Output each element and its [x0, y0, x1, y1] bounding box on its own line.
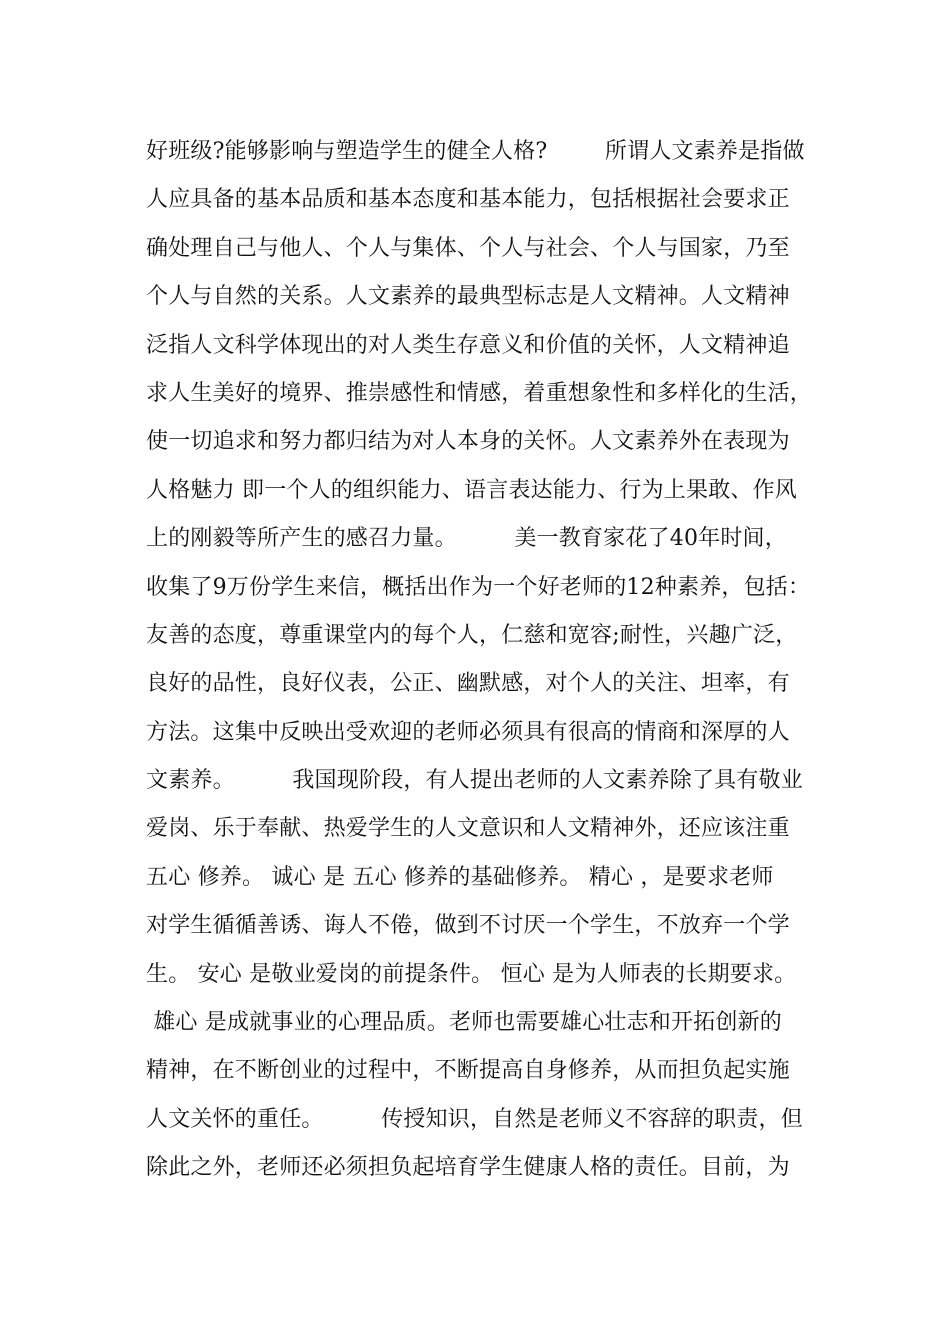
body-text: [146, 132, 836, 1197]
text-line: 文素养。 我国现阶段，有人提出老师的人文素养除了具有敬业: [146, 768, 803, 794]
text-line: 上的刚毅等所产生的感召力量。 美一教育家花了40年时间，: [146, 526, 787, 552]
text-line: 友善的态度，尊重课堂内的每个人，仁慈和宽容;耐性，兴趣广泛，: [146, 622, 798, 648]
text-line: 人文关怀的重任。 传授知识，自然是老师义不容辞的职责，但: [146, 1106, 803, 1132]
text-line: 人应具备的基本品质和基本态度和基本能力，包括根据社会要求正: [146, 187, 790, 213]
text-line: 确处理自己与他人、个人与集体、个人与社会、个人与国家，乃至: [146, 235, 790, 261]
text-line: 使一切追求和努力都归结为对人本身的关怀。人文素养外在表现为: [146, 429, 790, 455]
text-line: 爱岗、乐于奉献、热爱学生的人文意识和人文精神外，还应该注重: [146, 816, 790, 842]
text-line: 五心 修养。 诚心 是 五心 修养的基础修养。 精心 ，是要求老师: [146, 864, 774, 890]
text-line: 雄心 是成就事业的心理品质。老师也需要雄心壮志和开拓创新的: [146, 1010, 782, 1036]
text-line: 方法。这集中反映出受欢迎的老师必须具有很高的情商和深厚的人: [146, 719, 790, 745]
text-line: 除此之外，老师还必须担负起培育学生健康人格的责任。目前，为: [146, 1155, 790, 1181]
text-line: 个人与自然的关系。人文素养的最典型标志是人文精神。人文精神: [146, 284, 790, 310]
text-line: 良好的品性，良好仪表，公正、幽默感，对个人的关注、坦率，有: [146, 671, 790, 697]
text-line: 对学生循循善诱、诲人不倦，做到不讨厌一个学生，不放弃一个学: [146, 913, 790, 939]
text-line: 求人生美好的境界、推崇感性和情感，着重想象性和多样化的生活，: [146, 380, 813, 406]
text-line: 泛指人文科学体现出的对人类生存意义和价值的关怀，人文精神追: [146, 332, 790, 358]
text-line: 人格魅力 即一个人的组织能力、语言表达能力、行为上果敢、作风: [146, 477, 797, 503]
text-line: 好班级?能够影响与塑造学生的健全人格? 所谓人文素养是指做: [146, 139, 805, 164]
text-line: 精神，在不断创业的过程中，不断提高自身修养，从而担负起实施: [146, 1058, 790, 1084]
text-line: 生。 安心 是敬业爱岗的前提条件。 恒心 是为人师表的长期要求。: [146, 961, 797, 987]
text-line: 收集了9万份学生来信，概括出作为一个好老师的12种素养，包括：: [146, 574, 811, 600]
